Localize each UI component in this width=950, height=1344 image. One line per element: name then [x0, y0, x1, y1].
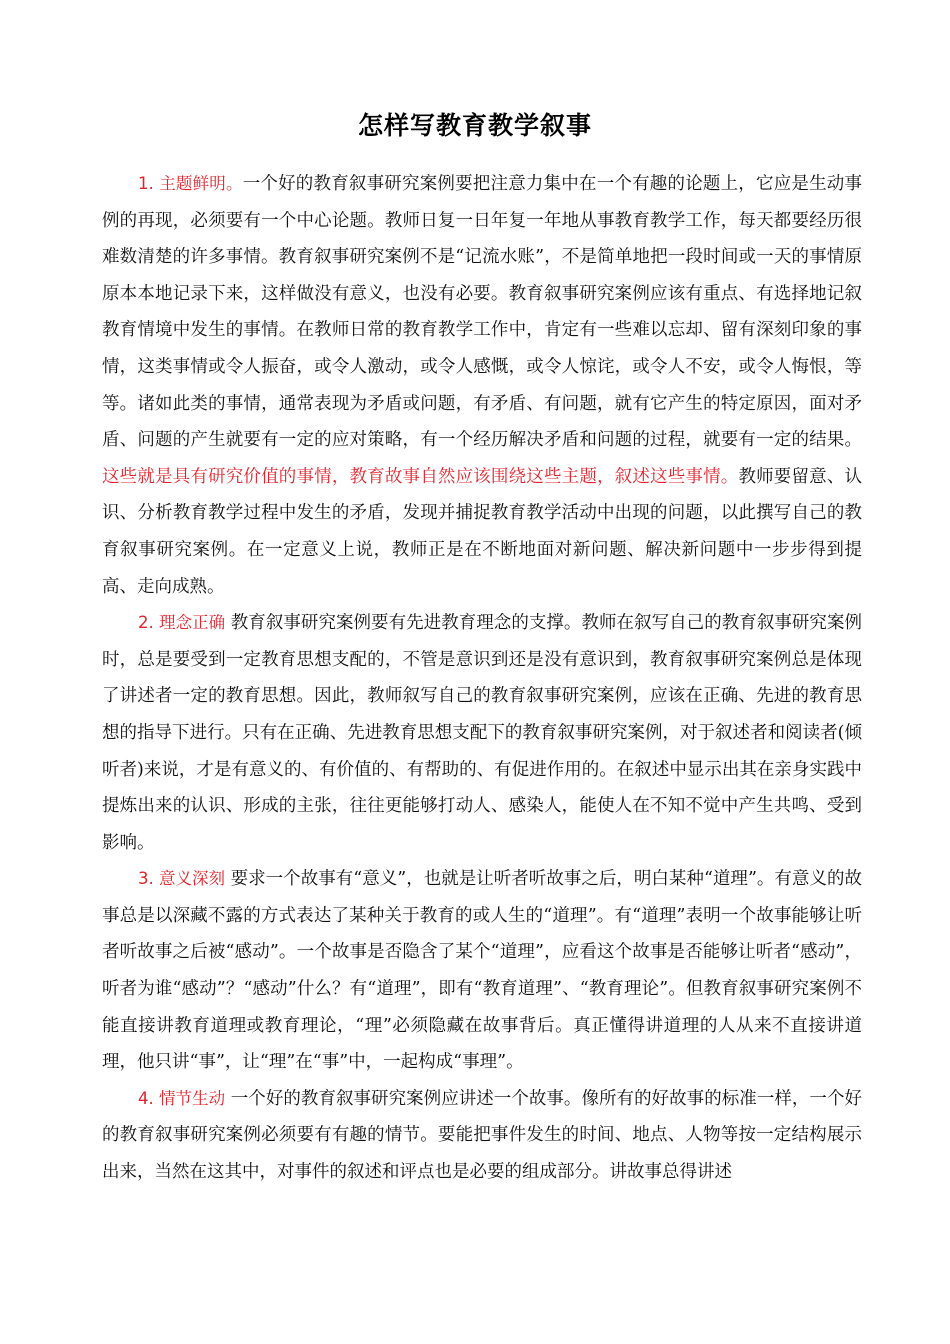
section-heading: 2. 理念正确	[138, 613, 226, 633]
section-plot	[102, 1081, 862, 1191]
section-theme	[102, 166, 862, 605]
section-meaning	[102, 861, 862, 1081]
highlighted-text: 这些就是具有研究价值的事情，教育故事自然应该围绕这些主题，叙述这些事情。	[102, 466, 739, 487]
section-text: 教育叙事研究案例要有先进教育理念的支撑。教师在叙写自己的教育叙事研究案例时，总是要受到一定教育思想支配的，不管是意识到还是没有意识到，教育叙事研究案例总是体现了讲述者一定的教育思想。因此，教师叙写自己的教育叙事研究案例，应该在正确、先进的教育思想的指导下进行。只有在正确、先进教育思想支配下的教育叙事研究案例，对于叙述者和阅读者(倾听者)来说，才是有意义的、有价值的、有帮助的、有促进作用的。在叙述中显示出其在亲身实践中提炼出来的认识、形成的主张，往往更能够打动人、感染人，能使人在不知不觉中产生共鸣、受到影响。	[102, 613, 862, 853]
document-body	[102, 166, 862, 1191]
section-text: 一个好的教育叙事研究案例应讲述一个故事。像所有的好故事的标准一样，一个好的教育叙事研究案例必须要有有趣的情节。要能把事件发生的时间、地点、人物等按一定结构展示出来，当然在这其中，对事件的叙述和评点也是必要的组成部分。讲故事总得讲述	[102, 1088, 862, 1183]
document-title: 怎样写教育教学叙事	[357, 111, 592, 140]
section-text: 一个好的教育叙事研究案例要把注意力集中在一个有趣的论题上，它应是生动事例的再现，必须要有一个中心论题。教师日复一日年复一年地从事教育教学工作，每天都要经历很难数清楚的许多事情。教育叙事研究案例不是“记流水账”，不是简单地把一段时间或一天的事情原原本本地记录下来，这样做没有意义，也没有必要。教育叙事研究案例应该有重点、有选择地记叙教育情境中发生的事情。在教师日常的教育教学工作中，肯定有一些难以忘却、留有深刻印象的事情，这类事情或令人振奋，或令人激动，或令人感慨，或令人惊诧，或令人不安，或令人悔恨，等等。诸如此类的事情，通常表现为矛盾或问题，有矛盾、有问题，就有它产生的特定原因，面对矛盾、问题的产生就要有一定的应对策略，有一个经历解决矛盾和问题的过程，就要有一定的结果。	[102, 174, 863, 451]
section-heading: 1. 主题鲜明。	[138, 174, 243, 193]
section-heading: 3. 意义深刻	[138, 869, 226, 889]
section-text: 要求一个故事有“意义”，也就是让听者听故事之后，明白某种“道理”。有意义的故事总是以深藏不露的方式表达了某种关于教育的或人生的“道理”。有“道理”表明一个故事能够让听者听故事之后被“感动”。一个故事是否隐含了某个“道理”，应看这个故事是否能够让听者“感动”，听者为谁“感动”？“感动”什么？有“道理”，即有“教育道理”、“教育理论”。但教育叙事研究案例不能直接讲教育道理或教育理论，“理”必须隐藏在故事背后。真正懂得讲道理的人从来不直接讲道理，他只讲“事”，让“理”在“事”中，一起构成“事理”。	[102, 869, 862, 1073]
section-concept	[102, 605, 862, 861]
section-text: 教师要留意、认识、分析教育教学过程中发生的矛盾，发现并捕捉教育教学活动中出现的问题，以此撰写自己的教育叙事研究案例。在一定意义上说，教师正是在不断地面对新问题、解决新问题中一步步得到提高、走向成熟。	[102, 466, 863, 597]
section-heading: 4. 情节生动	[138, 1088, 226, 1108]
